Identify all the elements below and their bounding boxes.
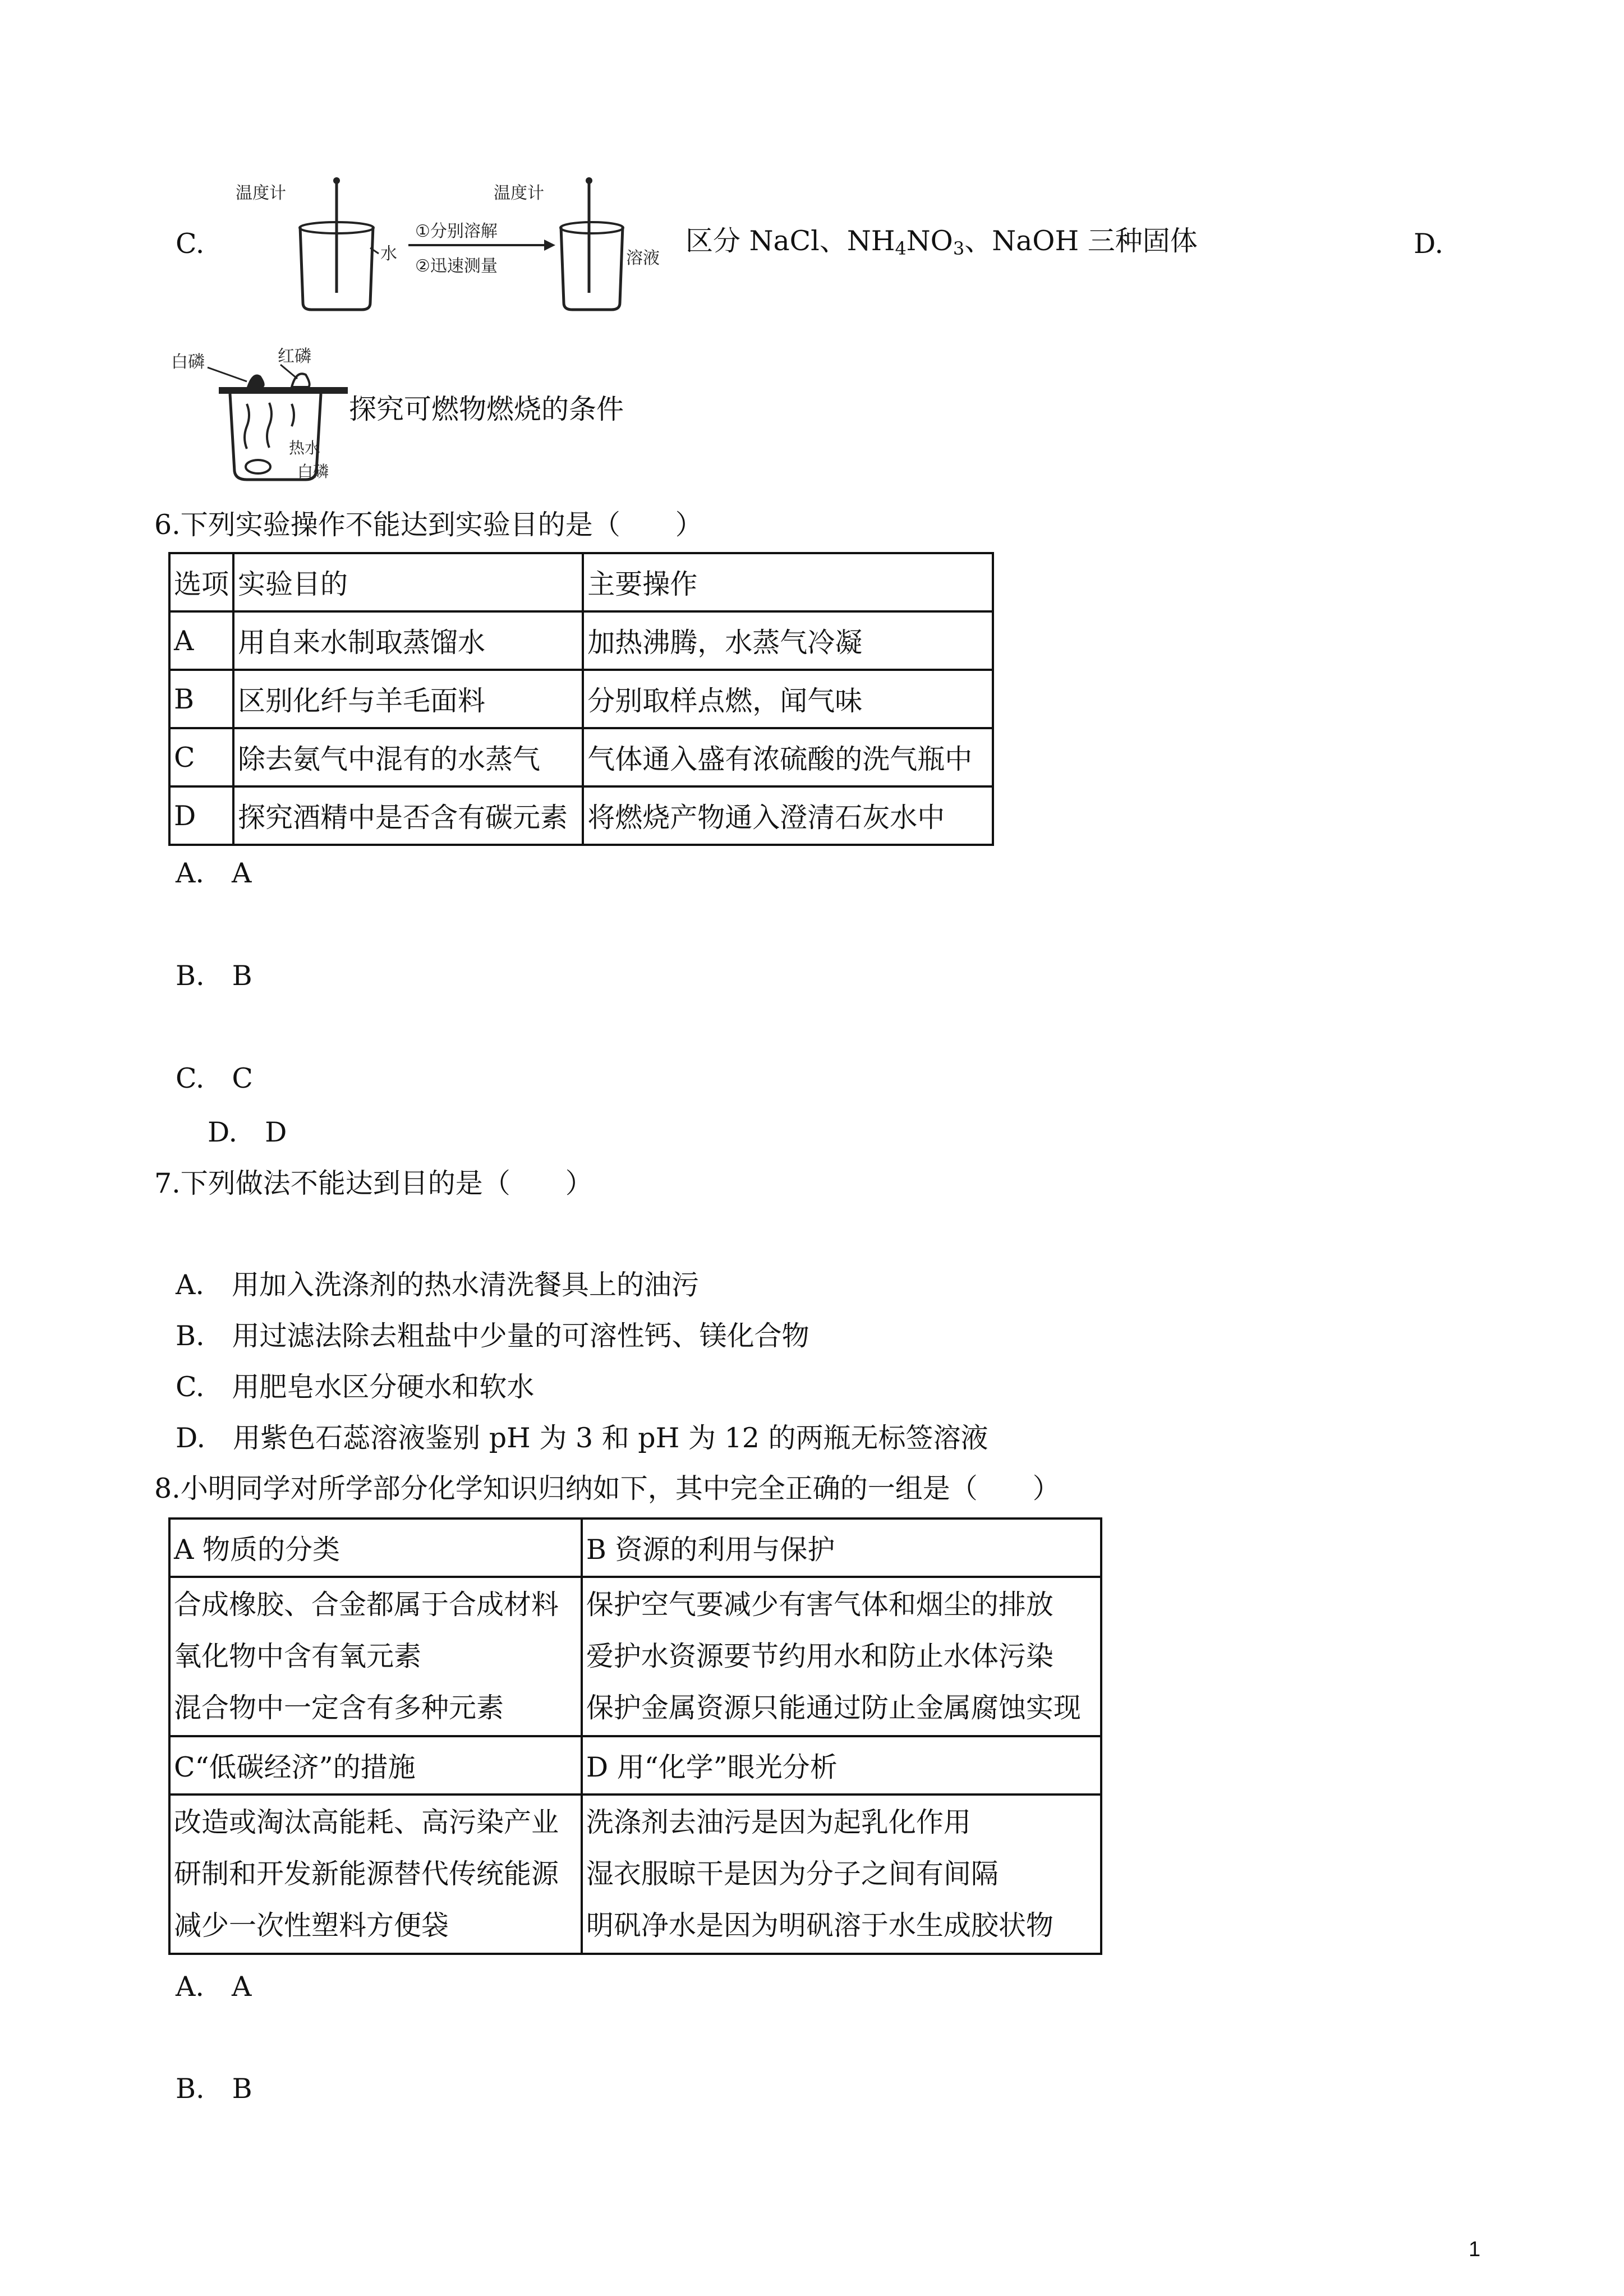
q6-cell: 分别取样点燃，闻气味 [583, 670, 993, 728]
q8-c-header: C“低碳经济”的措施 [169, 1736, 582, 1795]
q5-c-sub1: 4 [895, 238, 907, 259]
q8-c-line: 研制和开发新能源替代传统能源 [174, 1858, 559, 1890]
q8-a-line: 混合物中一定含有多种元素 [174, 1692, 504, 1724]
q8-table [168, 1517, 1102, 1955]
q8-c-body [169, 1795, 582, 1954]
white-phosphorus-bottom-label: 白磷 [297, 462, 329, 481]
q6-cell: D [169, 786, 233, 845]
q6-cell: 探究酒精中是否含有碳元素 [233, 786, 583, 845]
q8-b-line: 保护金属资源只能通过防止金属腐蚀实现 [586, 1692, 1081, 1724]
table-row [169, 1795, 1101, 1954]
red-phosphorus-label: 红磷 [278, 347, 311, 366]
q5-option-c-text [686, 224, 1198, 258]
copper-plate [208, 365, 348, 394]
table-row [169, 728, 993, 786]
q8-d-line: 洗涤剂去油污是因为起乳化作用 [586, 1806, 971, 1838]
q7-option-c: C. 用肥皂水区分硬水和软水 [176, 1371, 535, 1403]
solution-label: 溶液 [626, 249, 660, 268]
q6-cell: 气体通入盛有浓硫酸的洗气瓶中 [583, 728, 993, 786]
q8-stem: 8.小明同学对所学部分化学知识归纳如下，其中完全正确的一组是（ ） [154, 1473, 1060, 1504]
q7-stem: 7.下列做法不能达到目的是（ ） [154, 1167, 593, 1199]
q8-d-line: 湿衣服晾干是因为分子之间有间隔 [586, 1858, 999, 1890]
q6-header-operation: 主要操作 [583, 553, 993, 611]
q8-a-header: A 物质的分类 [169, 1519, 582, 1577]
q5-c-text-pre: 区分 NaCl、NH [686, 225, 895, 257]
beaker-water [300, 177, 379, 310]
q8-d-line: 明矾净水是因为明矾溶于水生成胶状物 [586, 1910, 1053, 1941]
thermometer-label-1: 温度计 [236, 183, 286, 203]
q5-c-text-mid: NO [906, 225, 953, 257]
q6-cell: C [169, 728, 233, 786]
q6-cell: 区别化纤与羊毛面料 [233, 670, 583, 728]
table-row [169, 611, 993, 670]
combustion-diagram [168, 337, 353, 488]
table-row [169, 670, 993, 728]
step-2-label: ②迅速测量 [415, 256, 498, 276]
q6-option-a: A. A [176, 857, 252, 889]
step-1-label: ①分别溶解 [415, 222, 498, 241]
q6-cell: A [169, 611, 233, 670]
q8-option-b: B. B [176, 2073, 252, 2105]
q6-cell: B [169, 670, 233, 728]
q7-option-a: A. 用加入洗涤剂的热水清洗餐具上的油污 [176, 1269, 699, 1301]
q7-option-b: B. 用过滤法除去粗盐中少量的可溶性钙、镁化合物 [176, 1320, 809, 1352]
table-row [169, 553, 993, 611]
process-arrow [408, 240, 555, 251]
q5-c-text-post: 、NaOH 三种固体 [964, 225, 1198, 257]
page-number: 1 [1469, 2238, 1481, 2261]
q5-option-d-text: 探究可燃物燃烧的条件 [349, 393, 624, 425]
beaker-solution [560, 177, 623, 310]
table-row [169, 1519, 1101, 1577]
table-row [169, 786, 993, 845]
table-row [169, 1577, 1101, 1736]
q6-option-c: C. C [176, 1062, 253, 1094]
q8-c-line: 减少一次性塑料方便袋 [174, 1910, 449, 1941]
q6-option-d: D. D [208, 1116, 287, 1148]
hot-water-label: 热水 [289, 439, 321, 457]
q6-header-goal: 实验目的 [233, 553, 583, 611]
q6-cell: 将燃烧产物通入澄清石灰水中 [583, 786, 993, 845]
q6-stem: 6.下列实验操作不能达到实验目的是（ ） [154, 509, 703, 541]
q7-option-d: D. 用紫色石蕊溶液鉴别 pH 为 3 和 pH 为 12 的两瓶无标签溶液 [176, 1422, 988, 1454]
q6-header-option: 选项 [169, 553, 233, 611]
q8-a-body [169, 1577, 582, 1736]
q5-option-c-letter: C. [176, 228, 205, 260]
q8-a-line: 氧化物中含有氧元素 [174, 1640, 422, 1672]
q8-c-line: 改造或淘汰高能耗、高污染产业 [174, 1806, 559, 1838]
q8-b-body [582, 1577, 1101, 1736]
q5-c-sub2: 3 [953, 238, 965, 259]
q6-cell: 用自来水制取蒸馏水 [233, 611, 583, 670]
q8-b-line: 爱护水资源要节约用水和防止水体污染 [586, 1640, 1053, 1672]
q8-option-a: A. A [176, 1971, 252, 2003]
q6-table [168, 552, 994, 846]
q6-option-b: B. B [176, 960, 252, 992]
q5-option-d-letter: D. [1414, 228, 1444, 260]
q8-a-line: 合成橡胶、合金都属于合成材料 [174, 1589, 559, 1621]
q6-cell: 除去氨气中混有的水蒸气 [233, 728, 583, 786]
beaker-diagram [230, 175, 690, 321]
water-label: 水 [380, 244, 397, 264]
q8-b-header: B 资源的利用与保护 [582, 1519, 1101, 1577]
q8-d-header: D 用“化学”眼光分析 [582, 1736, 1101, 1795]
q8-b-line: 保护空气要减少有害气体和烟尘的排放 [586, 1589, 1053, 1621]
thermometer-label-2: 温度计 [494, 183, 544, 203]
table-row [169, 1736, 1101, 1795]
white-phosphorus-label: 白磷 [171, 352, 205, 372]
q8-d-body [582, 1795, 1101, 1954]
q6-cell: 加热沸腾，水蒸气冷凝 [583, 611, 993, 670]
